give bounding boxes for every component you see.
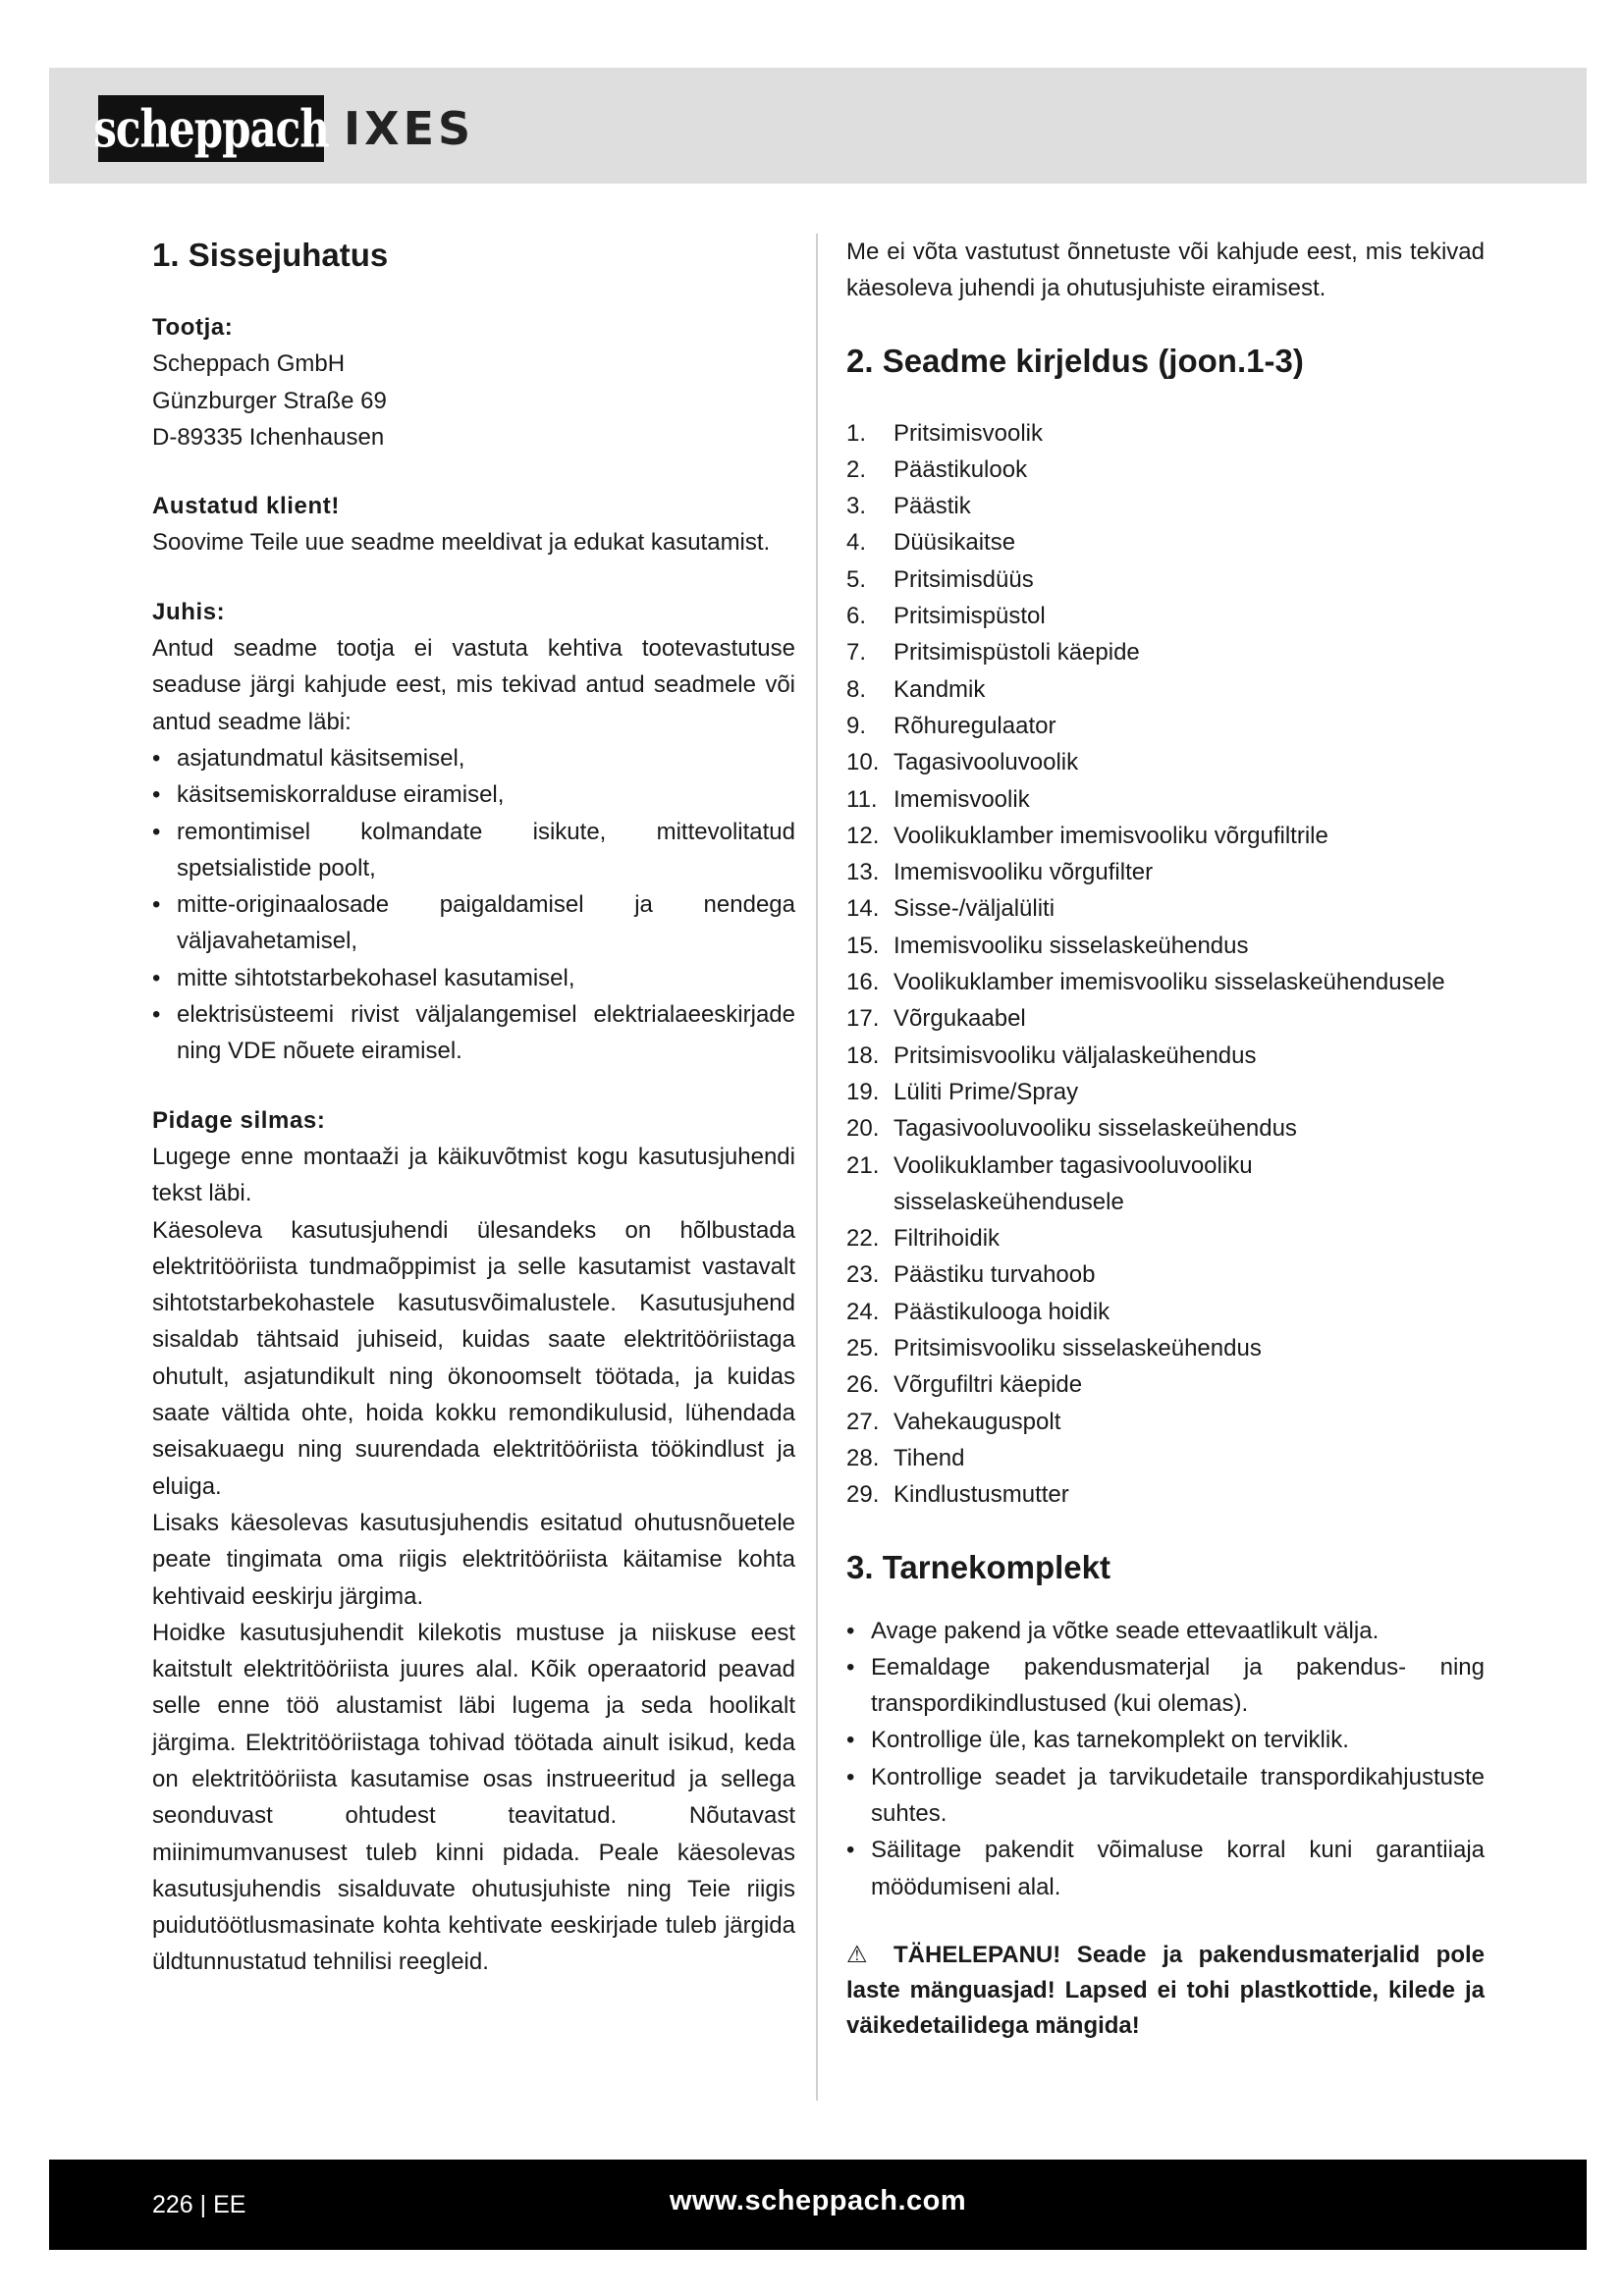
part-number: 23.	[846, 1261, 880, 1289]
part-number: 16.	[846, 969, 880, 996]
part-list-item	[846, 671, 1485, 708]
part-number: 5.	[846, 565, 867, 593]
delivery-title: 3. Tarnekomplekt	[846, 1548, 1110, 1585]
part-label: Pritsimisvoolik	[893, 419, 1044, 447]
part-number: 2.	[846, 455, 867, 483]
part-list-item	[846, 1220, 1485, 1256]
part-label: Pritsimisvooliku sisselaskeühendus	[893, 1335, 1262, 1362]
part-label: Päästikulooga hoidik	[893, 1298, 1110, 1325]
part-list-item	[846, 1404, 1485, 1440]
list-item: • käsitsemiskorralduse eiramisel,	[152, 776, 795, 813]
part-number: 17.	[846, 1005, 880, 1033]
part-label: Päästik	[893, 493, 971, 520]
list-item: • Avage pakend ja võtke seade ettevaatlikult välja.	[846, 1613, 1485, 1649]
part-label: Voolikuklamber imemisvooliku sisselaskeühendusele	[893, 969, 1445, 996]
warning-text: TÄHELEPANU! Seade ja pakendusmaterjalid pole laste mänguasjad! Lapsed ei tohi plastkottide, kilede ja väikedetailidega mängida!	[846, 1941, 1486, 2039]
attention-paragraph: Lugege enne montaaži ja käikuvõtmist kogu kasutusjuhendi tekst läbi.	[152, 1143, 795, 1207]
part-number: 3.	[846, 493, 867, 520]
left-column	[152, 234, 795, 1981]
part-label: Pritsimisvooliku väljalaskeühendus	[893, 1041, 1257, 1069]
part-number: 9.	[846, 712, 867, 739]
part-list-item	[846, 781, 1485, 818]
part-list-item	[846, 1440, 1485, 1476]
column-divider	[816, 234, 818, 2101]
attention-paragraph: Käesoleva kasutusjuhendi ülesandeks on hõlbustada elektritööriista tundmaõppimist ja selle kasutamist vastavalt sihtotstarbekohastele kasutusvõimalustele. Kasutusjuhend sisaldab tähtsaid juhiseid, kuidas saate elektritööriistaga ohutult, asjatundikult ning ökonoomselt töötada, ja kuidas saate vältida ohte, hoida kokku remondikulusid, lühendada seisakuaegu ning suurendada elektritööriista töökindlust ja eluiga.	[152, 1216, 795, 1500]
part-number: 19.	[846, 1078, 880, 1105]
part-number: 10.	[846, 749, 880, 776]
list-item: • mitte sihtotstarbekohasel kasutamisel,	[152, 960, 795, 996]
warning-block	[846, 1938, 1485, 2044]
part-label: Düüsikaitse	[893, 529, 1016, 557]
part-list-item	[846, 561, 1485, 598]
part-label: Tihend	[893, 1444, 965, 1471]
part-list-item	[846, 1000, 1485, 1037]
part-label: Imemisvooliku võrgufilter	[893, 859, 1154, 886]
liability-text: Me ei võta vastutust õnnetuste või kahjude eest, mis tekivad käesoleva juhendi ja ohutusjuhiste eiramisest.	[846, 239, 1485, 302]
part-label: Filtrihoidik	[893, 1225, 1001, 1253]
part-number: 27.	[846, 1408, 880, 1435]
footer-bar	[49, 2160, 1587, 2250]
part-list-item	[846, 415, 1485, 452]
list-item: • mitte-originaalosade paigaldamisel ja nendega väljavahetamisel,	[152, 886, 795, 960]
part-number: 8.	[846, 675, 867, 703]
part-label: Voolikuklamber imemisvooliku võrgufiltrile	[893, 822, 1328, 849]
part-label: Võrgukaabel	[893, 1005, 1026, 1033]
part-list-item	[846, 964, 1485, 1000]
note-heading: Juhis:	[152, 598, 226, 625]
part-label: Rõhuregulaator	[893, 712, 1056, 739]
part-label: Päästikulook	[893, 455, 1028, 483]
part-label: Päästiku turvahoob	[893, 1261, 1096, 1289]
part-label: Võrgufiltri käepide	[893, 1371, 1083, 1399]
part-label: Vahekauguspolt	[893, 1408, 1061, 1435]
list-item: • Kontrollige seadet ja tarvikudetaile transpordikahjustuste suhtes.	[846, 1759, 1485, 1833]
part-list-item	[846, 818, 1485, 854]
part-label: Voolikuklamber tagasivooluvooliku sisselaskeühendusele	[893, 1151, 1253, 1215]
part-number: 25.	[846, 1335, 880, 1362]
ixes-logo: IXES	[344, 102, 475, 155]
part-list-item	[846, 634, 1485, 670]
parts-list	[846, 415, 1485, 1514]
part-number: 29.	[846, 1481, 880, 1509]
part-number: 26.	[846, 1371, 880, 1399]
part-list-item	[846, 488, 1485, 524]
part-label: Kandmik	[893, 675, 986, 703]
delivery-bullet-list	[846, 1613, 1485, 1905]
list-item: • elektrisüsteemi rivist väljalangemisel elektrialaeeskirjade ning VDE nõuete eiramisel.	[152, 996, 795, 1070]
part-list-item	[846, 1256, 1485, 1293]
part-list-item	[846, 854, 1485, 890]
part-label: Pritsimispüstol	[893, 603, 1046, 630]
part-number: 7.	[846, 639, 867, 667]
part-number: 13.	[846, 859, 880, 886]
list-item: • asjatundmatul käsitsemisel,	[152, 740, 795, 776]
part-list-item	[846, 524, 1485, 561]
page-number: 226 | EE	[152, 2191, 246, 2218]
manufacturer-line: D-89335 Ichenhausen	[152, 423, 385, 451]
part-label: Pritsimisdüüs	[893, 565, 1034, 593]
attention-paragraph: Hoidke kasutusjuhendit kilekotis mustuse ja niiskuse eest kaitstult elektritööriista juures alal. Kõik operaatorid peavad selle enne töö alustamist läbi lugema ja seda hoolikalt järgima. Elektritööriistaga tohivad töötada ainult isikud, keda on elektritööriista kasutamise osas instrueeritud ja sellega seonduvast ohtudest teavitatud. Nõutavast miinimumvanusest tuleb kinni pidada. Peale käesolevas kasutusjuhendis sisalduvate ohutusjuhiste ning Teie riigis puidutöötlusmasinate kohta kehtivate eeskirjade tuleb järgida üldtunnustatud tehnilisi reegleid.	[152, 1619, 795, 1976]
warning-icon: ⚠	[846, 1941, 878, 1968]
scheppach-logo: scheppach	[98, 95, 324, 162]
part-list-item	[846, 452, 1485, 488]
part-list-item	[846, 1366, 1485, 1403]
part-number: 21.	[846, 1151, 880, 1179]
part-number: 12.	[846, 822, 880, 849]
description-title: 2. Seadme kirjeldus (joon.1-3)	[846, 342, 1304, 379]
part-list-item	[846, 1148, 1485, 1221]
manufacturer-line: Scheppach GmbH	[152, 350, 346, 378]
part-number: 11.	[846, 785, 878, 813]
list-item: • Säilitage pakendit võimaluse korral kuni garantiiaja möödumiseni alal.	[846, 1832, 1485, 1905]
attention-paragraph: Lisaks käesolevas kasutusjuhendis esitatud ohutusnõuetele peate tingimata oma riigis elektritööriista käitamise kohta kehtivaid eeskirju järgima.	[152, 1509, 795, 1610]
part-list-item	[846, 1476, 1485, 1513]
part-list-item	[846, 1110, 1485, 1147]
attention-heading: Pidage silmas:	[152, 1106, 326, 1134]
part-label: Tagasivooluvooliku sisselaskeühendus	[893, 1115, 1297, 1143]
part-number: 18.	[846, 1041, 880, 1069]
customer-text: Soovime Teile uue seadme meeldivat ja edukat kasutamist.	[152, 529, 771, 557]
part-number: 15.	[846, 932, 880, 959]
website-link[interactable]: www.scheppach.com	[669, 2185, 967, 2216]
part-number: 24.	[846, 1298, 880, 1325]
part-label: Pritsimispüstoli käepide	[893, 639, 1140, 667]
part-number: 22.	[846, 1225, 880, 1253]
part-list-item	[846, 1038, 1485, 1074]
part-number: 4.	[846, 529, 867, 557]
list-item: • Eemaldage pakendusmaterjal ja pakendus- ning transpordikindlustused (kui olemas).	[846, 1649, 1485, 1723]
part-list-item	[846, 890, 1485, 927]
list-item: • remontimisel kolmandate isikute, mittevolitatud spetsialistide poolt,	[152, 814, 795, 887]
part-number: 28.	[846, 1444, 880, 1471]
part-list-item	[846, 1294, 1485, 1330]
manufacturer-line: Günzburger Straße 69	[152, 387, 387, 414]
manufacturer-heading: Tootja:	[152, 314, 234, 341]
part-number: 1.	[846, 419, 867, 447]
part-list-item	[846, 1330, 1485, 1366]
part-list-item	[846, 1074, 1485, 1110]
part-label: Tagasivooluvoolik	[893, 749, 1079, 776]
list-item: • Kontrollige üle, kas tarnekomplekt on terviklik.	[846, 1722, 1485, 1758]
header-band	[49, 68, 1587, 184]
part-label: Imemisvoolik	[893, 785, 1030, 813]
right-column	[846, 234, 1485, 2044]
part-label: Imemisvooliku sisselaskeühendus	[893, 932, 1249, 959]
part-number: 20.	[846, 1115, 880, 1143]
part-list-item	[846, 598, 1485, 634]
part-label: Kindlustusmutter	[893, 1481, 1069, 1509]
part-number: 6.	[846, 603, 867, 630]
intro-title: 1. Sissejuhatus	[152, 237, 389, 273]
part-list-item	[846, 708, 1485, 744]
part-label: Sisse-/väljalüliti	[893, 895, 1056, 923]
part-label: Lüliti Prime/Spray	[893, 1078, 1079, 1105]
part-list-item	[846, 744, 1485, 780]
note-text: Antud seadme tootja ei vastuta kehtiva tootevastutuse seaduse järgi kahjude eest, mis tekivad antud seadmele või antud seadme läbi:	[152, 635, 795, 735]
part-number: 14.	[846, 895, 880, 923]
note-bullet-list	[152, 740, 795, 1070]
customer-heading: Austatud klient!	[152, 493, 340, 520]
part-list-item	[846, 928, 1485, 964]
